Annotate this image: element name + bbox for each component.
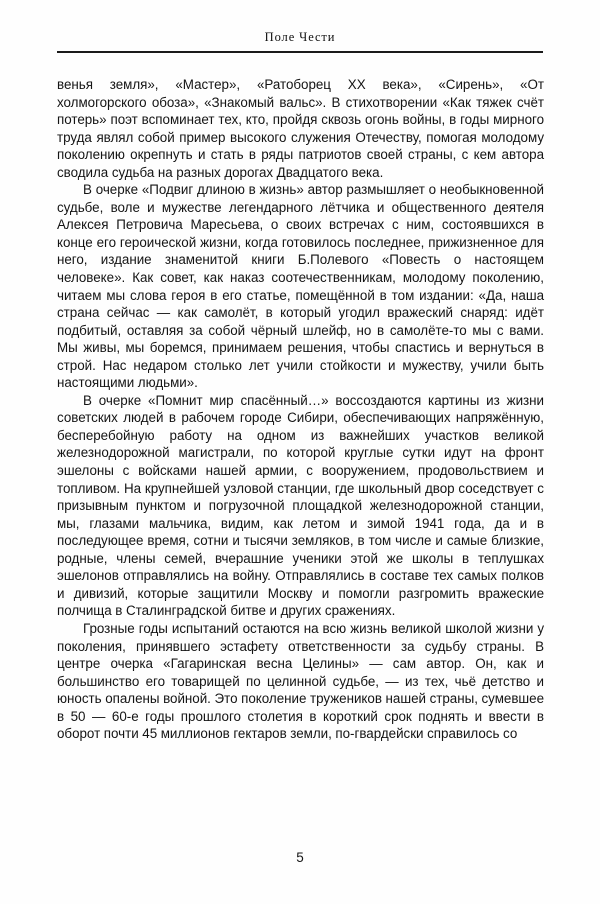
- page-number: 5: [296, 850, 304, 865]
- running-head: Поле Чести: [264, 30, 336, 44]
- header-divider-rule: [57, 51, 543, 53]
- paragraph: венья земля», «Мастер», «Ратоборец XX века», «Сирень», «От холмогорского обоза», «Знакомый вальс». В стихотворении «Как тяжек счёт потерь» поэт вспоминает тех, кто, пройдя сквозь огонь войны, в годы мирного труда являл собой пример высокого служения Отечеству, помогая молодому поколению окрепнуть и стать в ряды патриотов своей страны, с кем автора сводила судьба на разных дорогах Двадцатого века.: [57, 77, 544, 180]
- paragraph: Грозные годы испытаний остаются на всю жизнь великой школой жизни у поколения, принявшего эстафету ответственности за судьбу страны. В центре очерка «Гагаринская весна Целины» — сам автор. Он, как и большинство его товарищей по целинной судьбе, — из тех, чьё детство и юность опалены войной. Это поколение тружеников нашей страны, сумевшее в 50 — 60-е годы прошлого столетия в короткий срок поднять и ввести в оборот почти 45 миллионов гектаров земли, по-гвардейски справилось со: [57, 620, 544, 742]
- paragraph: В очерке «Помнит мир спасённый…» воссоздаются картины из жизни советских людей в рабочем городе Сибири, обеспечивающих напряжённую, бесперебойную работу на одном из важнейших участков великой железнодорожной магистрали, по которой круглые сутки идут на фронт эшелоны с войсками нашей армии, с вооружением, продовольствием и топливом. На крупнейшей узловой станции, где школьный двор соседствует с призывным пунктом и погрузочной площадкой железнодорожной станции, мы, глазами мальчика, видим, как летом и зимой 1941 года, да и в последующее время, сотни и тысячи земляков, в том числе и самые близкие, родные, члены семей, вчерашние ученики этой же школы в теплушках эшелонов отправлялись на войну. Отправлялись в составе тех самых полков и дивизий, которые защитили Москву и помогли разгромить вражеские полчища в Сталинградской битве и других сражениях.: [57, 392, 544, 619]
- paragraph: В очерке «Подвиг длиною в жизнь» автор размышляет о необыкновенной судьбе, воле и мужестве легендарного лётчика и общественного деятеля Алексея Петровича Маресьева, о своих встречах с ним, состоявшихся в конце его героической жизни, когда готовилось последнее, прижизненное для него, издание знаменитой книги Б.Полевого «Повесть о настоящем человеке». Как совет, как наказ соотечественникам, молодому поколению, читаем мы слова героя в его статье, помещённой в том издании: «Да, наша страна сейчас — как самолёт, в который угодил вражеский снаряд: идёт подбитый, оставляя за собой чёрный шлейф, но в самолёте-то мы с вами. Мы живы, мы боремся, принимаем решения, чтобы спастись и вернуться в строй. Нас недаром столько лет учили стойкости и мужеству, учили быть настоящими людьми».: [57, 182, 544, 391]
- body-text-column: [57, 76, 544, 743]
